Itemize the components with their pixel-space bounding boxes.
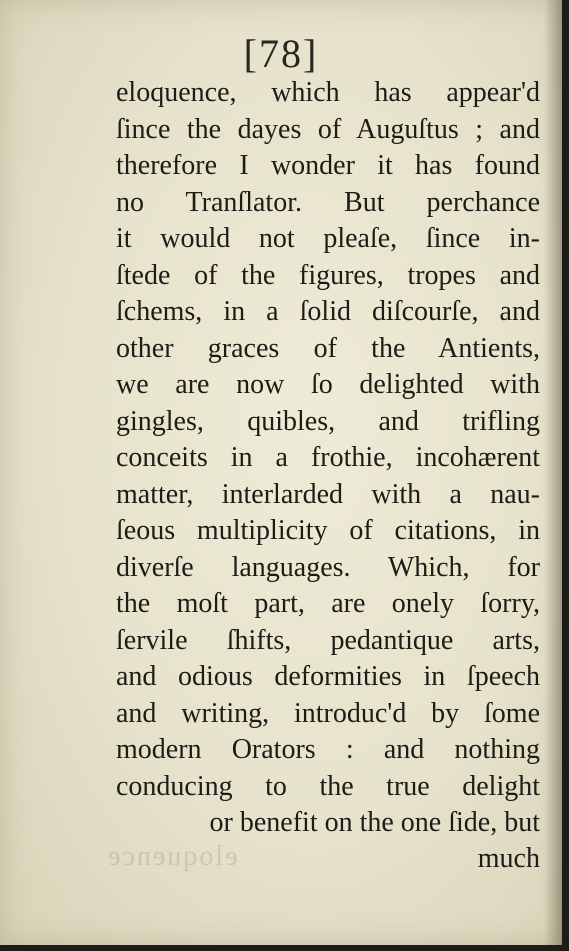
bleed-through-text: eloquence: [106, 841, 238, 872]
text-line: or benefit on the one ſide, but: [209, 807, 540, 838]
body-text: [116, 75, 540, 842]
text-line: ſince the dayes of Auguſtus ; and: [116, 113, 540, 145]
text-line: diverſe languages. Which, for: [116, 551, 540, 583]
page-edge-shadow: [544, 0, 562, 945]
catchword: much: [477, 843, 540, 874]
text-line: gingles, quibles, and trifling: [116, 405, 540, 437]
text-line: other graces of the Antients,: [116, 332, 540, 364]
text-line: we are now ſo delighted with: [116, 369, 540, 400]
text-line: conceits in a frothie, incohærent: [116, 442, 540, 473]
text-line: and odious deformities in ſpeech: [116, 661, 540, 692]
page-number: [78]: [243, 31, 319, 76]
text-line: ſchems, in a ſolid diſcourſe, and: [116, 296, 540, 327]
text-line: ſeous multiplicity of citations, in: [116, 515, 540, 546]
text-line: eloquence, which has appear'd: [116, 77, 540, 108]
text-line: ſtede of the figures, tropes and: [116, 259, 540, 291]
text-line: it would not pleaſe, ſince in-: [116, 223, 540, 254]
text-line: therefore I wonder it has found: [116, 150, 540, 181]
text-line: conducing to the true delight: [116, 770, 540, 802]
text-line: no Tranſlator. But perchance: [116, 186, 540, 218]
text-line: the moſt part, are onely ſorry,: [116, 588, 540, 619]
text-line: matter, interlarded with a nau-: [116, 478, 540, 510]
text-line: and writing, introduc'd by ſome: [116, 697, 540, 729]
text-line: ſervile ſhifts, pedantique arts,: [116, 624, 540, 656]
text-line: modern Orators : and nothing: [116, 734, 540, 765]
